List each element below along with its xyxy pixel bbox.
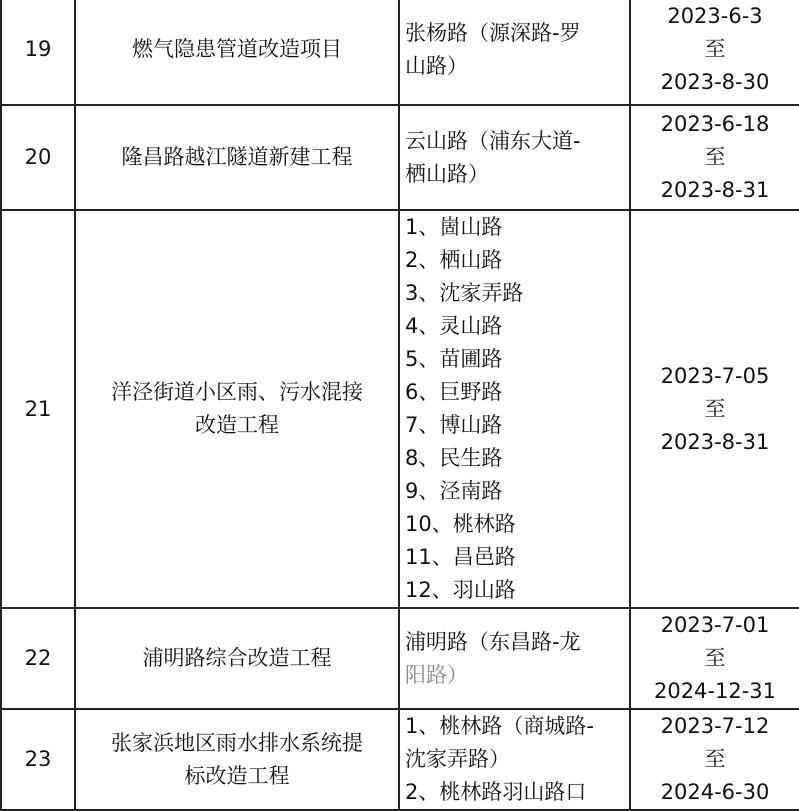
project-location: [399, 210, 630, 608]
location-line: 3、沈家弄路: [405, 281, 524, 305]
location-line: 2、栖山路: [405, 248, 503, 272]
location-line: 阳路）: [405, 662, 468, 687]
end-date: 2024-12-31: [653, 679, 777, 703]
row-number: 20: [1, 105, 75, 210]
project-name-line: 隆昌路越江隧道新建工程: [121, 145, 353, 169]
location-line: 9、泾南路: [405, 479, 503, 503]
table-row: [1, 0, 799, 105]
start-date: 2023-7-12: [660, 714, 770, 738]
project-period: [630, 709, 799, 810]
row-number: 22: [1, 608, 75, 709]
location-line: 10、桃林路: [405, 512, 516, 536]
location-line: 山路）: [405, 53, 468, 78]
end-date: 2023-8-31: [660, 429, 770, 454]
location-line: 浦明路（东昌路-龙: [405, 629, 581, 654]
location-line: 1、崮山路: [405, 215, 503, 239]
period-separator: 至: [704, 37, 726, 61]
project-location: [399, 709, 630, 810]
project-name: [75, 210, 399, 608]
project-name-line: 洋泾街道小区雨、污水混接: [111, 380, 363, 404]
row-number: 23: [1, 709, 75, 810]
project-location: [399, 105, 630, 210]
start-date: 2023-7-01: [660, 613, 770, 637]
start-date: 2023-6-3: [667, 4, 763, 28]
location-line: 张杨路（源深路-罗: [405, 20, 581, 45]
project-name: [75, 608, 399, 709]
end-date: 2023-8-30: [660, 70, 770, 94]
table-row: [1, 210, 799, 608]
location-line: 8、民生路: [405, 446, 503, 470]
project-name-line: 浦明路综合改造工程: [142, 646, 332, 670]
location-line: 1、桃林路（商城路-: [405, 714, 594, 738]
project-period: [630, 608, 799, 709]
end-date: 2024-6-30: [660, 780, 770, 804]
end-date: 2023-8-31: [660, 178, 770, 202]
location-line: 7、博山路: [405, 413, 503, 437]
location-line: 栖山路）: [405, 161, 489, 186]
location-line: 12、羽山路: [405, 578, 516, 602]
project-period: [630, 0, 799, 105]
location-line: 5、苗圃路: [405, 347, 503, 371]
location-line: 6、巨野路: [405, 380, 503, 404]
project-location: [399, 608, 630, 709]
table-row: [1, 709, 799, 810]
table-row: [1, 608, 799, 709]
start-date: 2023-6-18: [660, 112, 770, 136]
row-number: 19: [1, 0, 75, 105]
location-line: 2、桃林路羽山路口: [405, 780, 587, 804]
location-line: 沈家弄路）: [405, 747, 510, 771]
project-name-line: 改造工程: [195, 413, 279, 437]
location-line: 4、灵山路: [405, 314, 503, 338]
period-separator: 至: [704, 145, 726, 169]
row-number: 21: [1, 210, 75, 608]
location-line: 11、昌邑路: [405, 545, 516, 569]
project-name-line: 张家浜地区雨水排水系统提: [111, 730, 363, 755]
period-separator: 至: [704, 747, 726, 771]
project-period: [630, 210, 799, 608]
location-line: 云山路（浦东大道-: [405, 128, 581, 153]
project-name: [75, 709, 399, 810]
period-separator: 至: [704, 396, 726, 421]
table-row: [1, 105, 799, 210]
project-location: [399, 0, 630, 105]
start-date: 2023-7-05: [660, 363, 770, 388]
project-name: [75, 0, 399, 105]
period-separator: 至: [704, 646, 726, 670]
project-period: [630, 105, 799, 210]
project-name-line: 标改造工程: [184, 763, 290, 788]
project-name: [75, 105, 399, 210]
project-name-line: 燃气隐患管道改造项目: [132, 37, 342, 61]
